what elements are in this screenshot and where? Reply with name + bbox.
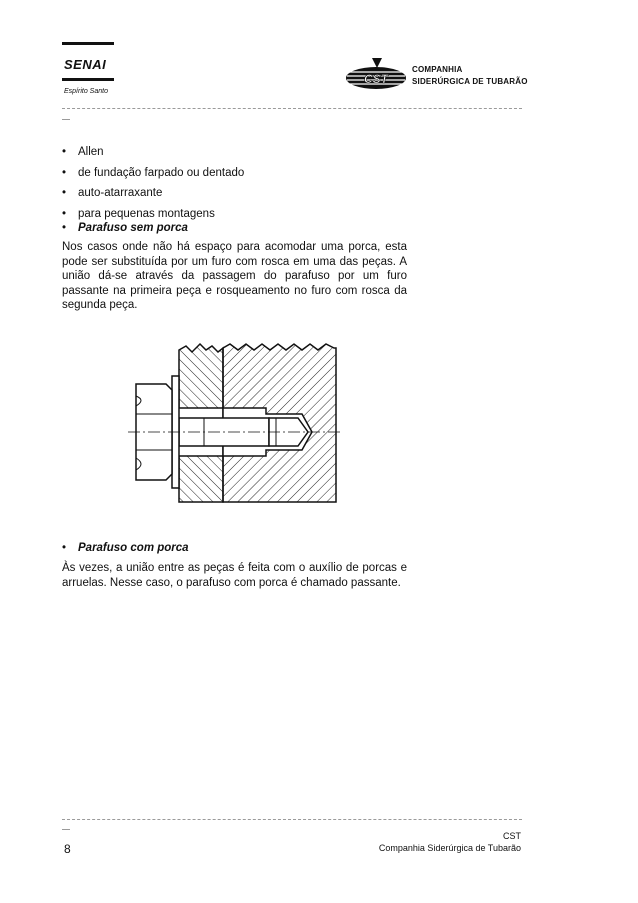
paragraph-sem-porca: Nos casos onde não há espaço para acomodar uma porca, esta pode ser substituída por um furo com rosca em uma das peças. A união dá-se através da passagem do parafuso por um furo passante na primeira peça e rosqueamento no furo com rosca da segunda peça. [62, 241, 407, 312]
list-item-text: Allen [78, 146, 104, 158]
section-heading-com-porca [62, 541, 189, 555]
senai-logo-bar-bottom [62, 78, 114, 81]
list-item [62, 145, 104, 159]
bullet-icon: • [62, 208, 67, 220]
senai-logo-bar-top [62, 42, 114, 45]
footer-org-short: CST [503, 831, 521, 841]
list-item [62, 186, 162, 200]
footer-org-full: Companhia Siderúrgica de Tubarão [378, 843, 521, 853]
list-item [62, 166, 244, 180]
senai-logo: SENAI [64, 57, 107, 72]
list-item [62, 207, 215, 221]
bullet-icon: • [62, 167, 67, 179]
header-rule-tick [62, 119, 70, 120]
bullet-icon: • [62, 542, 67, 554]
list-item-text: auto-atarraxante [78, 187, 163, 199]
bullet-icon: • [62, 146, 67, 158]
cst-logo-triangle [372, 58, 382, 68]
list-item-text: de fundação farpado ou dentado [78, 167, 245, 179]
section-title: Parafuso com porca [78, 542, 189, 554]
bullet-icon: • [62, 222, 67, 234]
company-line1: COMPANHIA [412, 65, 463, 74]
cst-logo-text: CST [364, 72, 388, 86]
senai-subtitle: Espírito Santo [64, 88, 108, 95]
first-plate-upper [179, 344, 223, 408]
list-item-text: para pequenas montagens [78, 208, 215, 220]
paragraph-com-porca: Às vezes, a união entre as peças é feita com o auxílio de porcas e arruelas. Nesse caso, o parafuso com porca é chamado passante. [62, 562, 407, 589]
company-line2: SIDERÚRGICA DE TUBARÃO [412, 77, 528, 86]
header-rule [62, 108, 522, 109]
section-title: Parafuso sem porca [78, 222, 188, 234]
page-number: 8 [64, 842, 71, 856]
cst-logo [342, 56, 408, 92]
bolt-assembly-drawing [126, 336, 342, 504]
section-heading-sem-porca [62, 221, 188, 235]
footer-rule-tick [62, 829, 70, 830]
bullet-icon: • [62, 187, 67, 199]
first-plate-lower [179, 456, 223, 502]
footer-rule [62, 819, 522, 820]
